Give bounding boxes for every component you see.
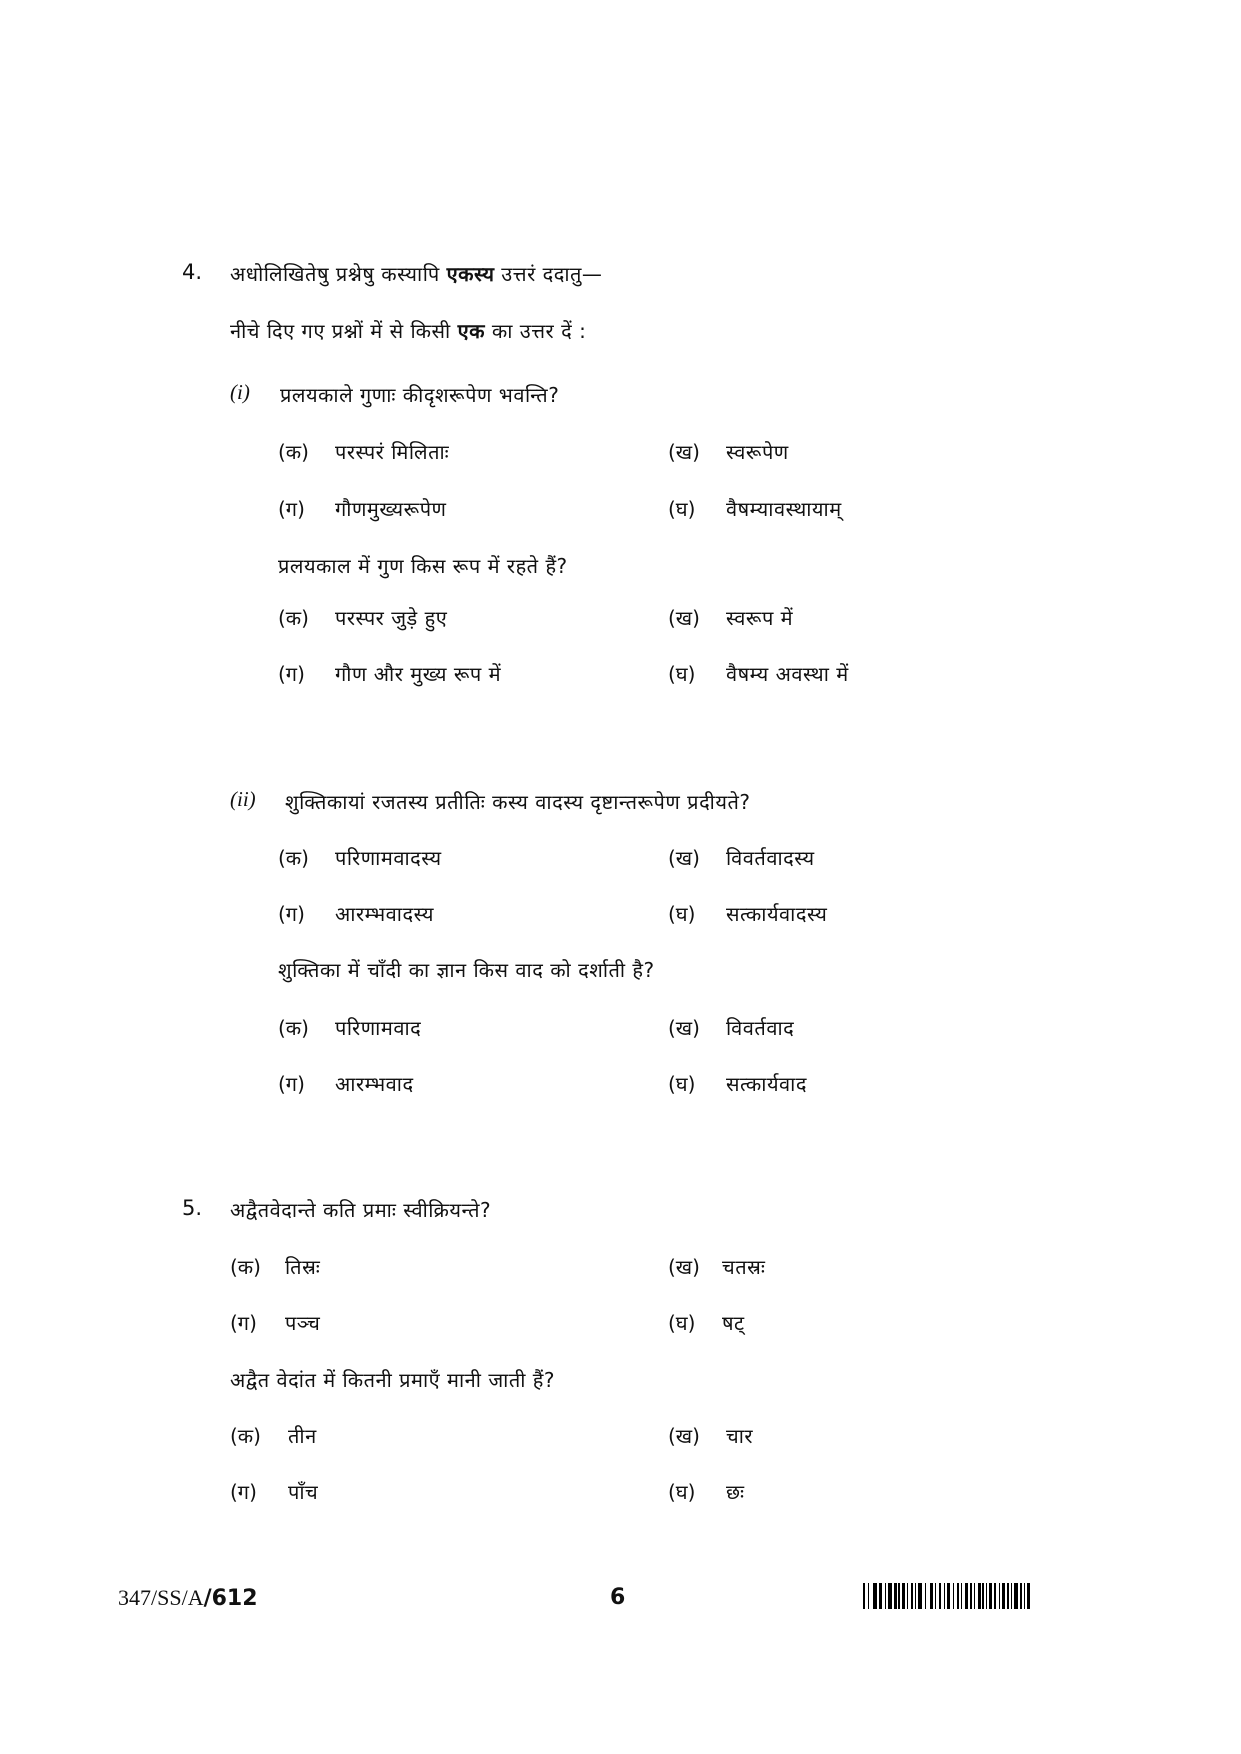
option-text: सत्कार्यवाद (726, 1072, 807, 1096)
q4-instr-hi-pre: नीचे दिए गए प्रश्नों में से किसी (230, 319, 458, 343)
option-text: सत्कार्यवादस्य (726, 902, 828, 926)
page-number: 6 (610, 1585, 626, 1610)
q4-instr-sa-pre: अधोलिखितेषु प्रश्नेषु कस्यापि (230, 262, 447, 286)
sub-i-question-hindi: प्रलयकाल में गुण किस रूप में रहते हैं? (278, 554, 568, 578)
option-label: (घ) (668, 1311, 696, 1335)
q5-question-sanskrit: अद्वैतवेदान्ते कति प्रमाः स्वीक्रियन्ते? (230, 1198, 492, 1222)
paper-code-bold: /612 (203, 1586, 258, 1611)
option-text: स्वरूपेण (726, 440, 789, 464)
sub-ii-question-sanskrit: शुक्तिकायां रजतस्य प्रतीतिः कस्य वादस्य दृष्टान्तरूपेण प्रदीयते? (285, 790, 751, 814)
option-text: आरम्भवादस्य (335, 902, 434, 926)
option-text: विवर्तवाद (726, 1016, 795, 1040)
option-label: (ग) (278, 497, 305, 521)
option-label: (ग) (278, 662, 305, 686)
option-label: (ख) (668, 846, 700, 870)
option-text: पञ्च (285, 1311, 321, 1335)
option-label: (क) (230, 1424, 261, 1448)
sub-question-label-ii: (ii) (230, 787, 256, 811)
option-label: (ग) (230, 1311, 257, 1335)
option-label: (ग) (278, 1072, 305, 1096)
q4-instruction-sanskrit (230, 260, 602, 287)
option-text: तीन (288, 1424, 317, 1448)
paper-code (118, 1585, 258, 1611)
option-text: परिणामवाद (335, 1016, 422, 1040)
option-text: गौण और मुख्य रूप में (335, 662, 502, 686)
option-text: पाँच (288, 1480, 319, 1504)
question-number-4: 4. (182, 260, 203, 284)
q5-question-hindi: अद्वैत वेदांत में कितनी प्रमाएँ मानी जाती हैं? (230, 1368, 556, 1392)
option-text: विवर्तवादस्य (726, 846, 815, 870)
option-text: परस्पर जुड़े हुए (335, 606, 448, 630)
option-label: (ख) (668, 440, 700, 464)
q4-instr-hi-post: का उत्तर दें : (485, 319, 587, 343)
option-label: (घ) (668, 662, 696, 686)
option-text: परिणामवादस्य (335, 846, 442, 870)
option-text: चार (726, 1424, 754, 1448)
option-text: गौणमुख्यरूपेण (335, 497, 447, 521)
option-text: वैषम्यावस्थायाम् (726, 497, 842, 521)
sub-i-question-sanskrit: प्रलयकाले गुणाः कीदृशरूपेण भवन्ति? (280, 383, 560, 407)
option-label: (ख) (668, 1016, 700, 1040)
option-label: (घ) (668, 1480, 696, 1504)
sub-question-label-i: (i) (230, 380, 250, 404)
option-label: (क) (278, 606, 309, 630)
q4-instr-sa-post: उत्तरं ददातु— (494, 262, 603, 286)
option-text: षट् (722, 1311, 745, 1335)
option-label: (क) (230, 1255, 261, 1279)
option-label: (ख) (668, 606, 700, 630)
option-text: छः (726, 1480, 745, 1504)
q4-instruction-hindi (230, 317, 586, 344)
option-text: वैषम्य अवस्था में (726, 662, 849, 686)
option-label: (क) (278, 846, 309, 870)
option-label: (ग) (230, 1480, 257, 1504)
option-text: आरम्भवाद (335, 1072, 414, 1096)
option-label: (ग) (278, 902, 305, 926)
option-label: (ख) (668, 1255, 700, 1279)
option-label: (घ) (668, 902, 696, 926)
option-label: (ख) (668, 1424, 700, 1448)
option-text: चतस्रः (722, 1255, 766, 1279)
question-number-5: 5. (182, 1196, 203, 1220)
sub-ii-question-hindi: शुक्तिका में चाँदी का ज्ञान किस वाद को दर्शाती है? (278, 958, 655, 982)
option-text: स्वरूप में (726, 606, 794, 630)
option-text: परस्परं मिलिताः (335, 440, 450, 464)
barcode-icon (863, 1583, 1125, 1609)
q4-instr-sa-bold: एकस्य (446, 262, 495, 286)
option-label: (घ) (668, 497, 696, 521)
option-label: (घ) (668, 1072, 696, 1096)
q4-instr-hi-bold: एक (457, 319, 486, 343)
option-text: तिस्रः (285, 1255, 321, 1279)
option-label: (क) (278, 440, 309, 464)
option-label: (क) (278, 1016, 309, 1040)
paper-code-prefix: 347/SS/A (118, 1585, 204, 1610)
